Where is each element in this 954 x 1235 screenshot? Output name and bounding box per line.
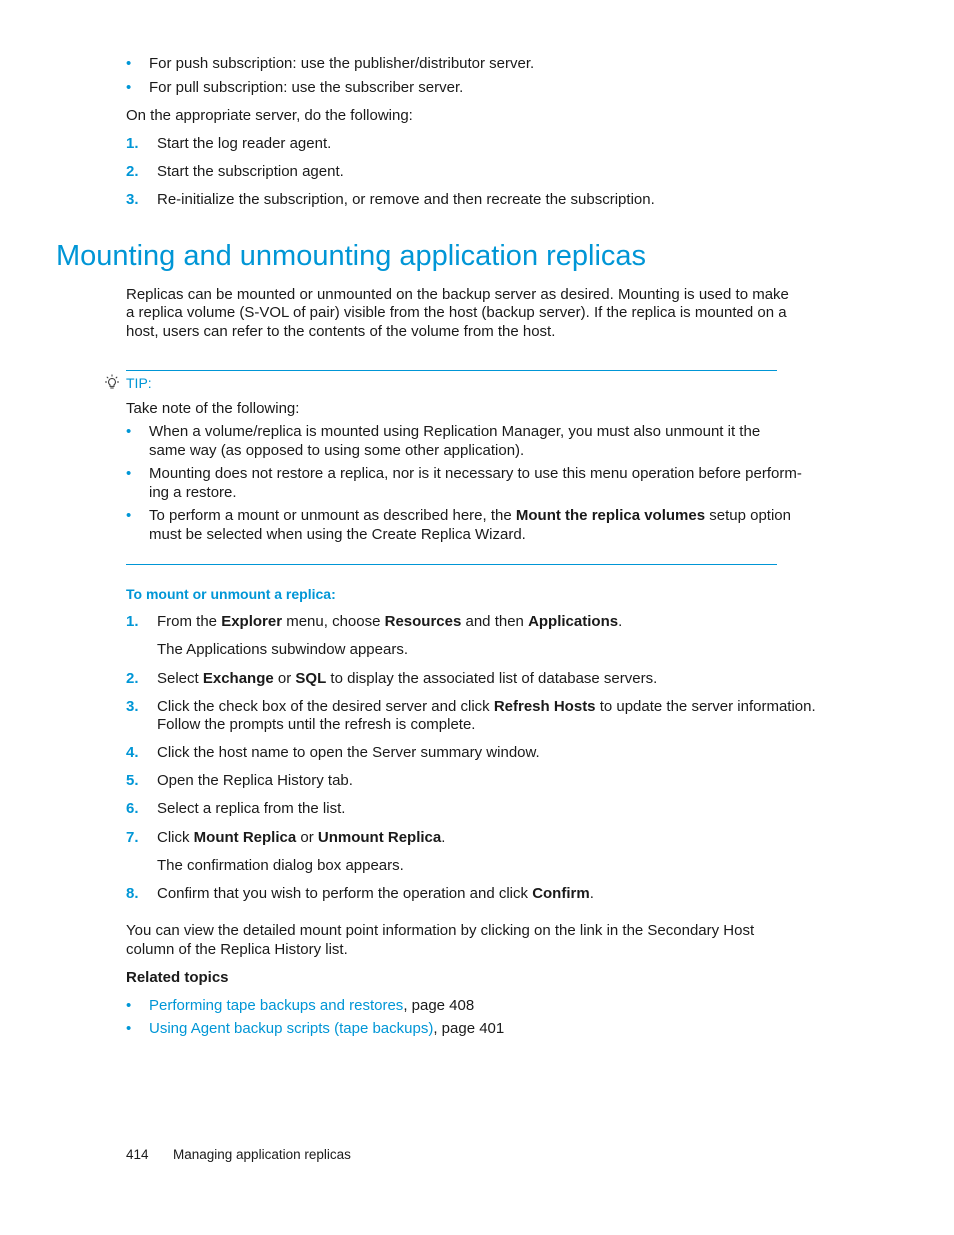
bullet-marker: • bbox=[126, 55, 132, 72]
tip-bullet-line: Mounting does not restore a replica, nor is it necessary to use this menu operation before perform- bbox=[149, 465, 802, 482]
tip-top-rule bbox=[126, 370, 777, 371]
text-run: and then bbox=[461, 613, 529, 630]
step-text: Open the Replica History tab. bbox=[157, 772, 353, 789]
bold-term: Mount the replica volumes bbox=[515, 507, 706, 524]
bold-term: Refresh Hosts bbox=[493, 698, 596, 715]
section-paragraph-line: host, users can refer to the contents of the volume from the host. bbox=[126, 323, 556, 340]
page-reference: , page 408 bbox=[403, 997, 475, 1014]
related-topic-item bbox=[149, 1019, 504, 1038]
bullet-text: For pull subscription: use the subscriber server. bbox=[149, 79, 464, 96]
step-number: 6. bbox=[126, 800, 139, 817]
bullet-marker: • bbox=[126, 465, 132, 482]
procedure-heading: To mount or unmount a replica: bbox=[126, 586, 336, 602]
section-title: Mounting and unmounting application replicas bbox=[56, 240, 647, 272]
text-run: menu, choose bbox=[282, 613, 385, 630]
step-number: 5. bbox=[126, 772, 139, 789]
text-run: Click bbox=[157, 829, 194, 846]
text-run: From the bbox=[157, 613, 222, 630]
text-run: To perform a mount or unmount as described here, the bbox=[149, 507, 516, 524]
step-number: 4. bbox=[126, 744, 139, 761]
bullet-marker: • bbox=[126, 997, 132, 1014]
text-run: . bbox=[589, 885, 594, 902]
step-number: 3. bbox=[126, 191, 139, 208]
step-text: Re-initialize the subscription, or remove and then recreate the subscription. bbox=[157, 191, 655, 208]
step-text bbox=[157, 828, 445, 847]
bold-term: Resources bbox=[384, 613, 462, 630]
tip-intro: Take note of the following: bbox=[126, 400, 300, 417]
step-text bbox=[157, 612, 622, 631]
bullet-text: For push subscription: use the publisher/distributor server. bbox=[149, 55, 535, 72]
text-run: Confirm that you wish to perform the operation and click bbox=[157, 885, 533, 902]
related-topic-link[interactable]: Using Agent backup scripts (tape backups) bbox=[149, 1020, 434, 1037]
bold-term: Confirm bbox=[532, 885, 590, 902]
step-number: 7. bbox=[126, 829, 139, 846]
bullet-marker: • bbox=[126, 79, 132, 96]
closing-paragraph-line: You can view the detailed mount point information by clicking on the link in the Secondary Host bbox=[126, 922, 755, 939]
lightbulb-icon bbox=[103, 374, 121, 392]
text-run: . bbox=[618, 613, 623, 630]
step-number: 1. bbox=[126, 135, 139, 152]
step-number: 2. bbox=[126, 163, 139, 180]
text-run: or bbox=[273, 670, 296, 687]
related-topic-item bbox=[149, 996, 474, 1015]
bold-term: SQL bbox=[295, 670, 327, 687]
step-text: Select a replica from the list. bbox=[157, 800, 346, 817]
text-run: setup option bbox=[705, 507, 791, 524]
step-text: Start the subscription agent. bbox=[157, 163, 344, 180]
step-text bbox=[157, 669, 657, 688]
page-number: 414 bbox=[126, 1147, 149, 1162]
intro-line: On the appropriate server, do the following: bbox=[126, 107, 413, 124]
footer-section-title: Managing application replicas bbox=[173, 1147, 351, 1162]
step-number: 3. bbox=[126, 698, 139, 715]
step-text bbox=[157, 884, 594, 903]
bold-term: Exchange bbox=[202, 670, 274, 687]
step-result: The Applications subwindow appears. bbox=[157, 641, 408, 658]
tip-label: TIP: bbox=[126, 375, 152, 391]
tip-bullet-line: same way (as opposed to using some other application). bbox=[149, 442, 525, 459]
tip-bullet-line: ing a restore. bbox=[149, 484, 237, 501]
tip-bullet-line: must be selected when using the Create Replica Wizard. bbox=[149, 526, 526, 543]
bullet-marker: • bbox=[126, 423, 132, 440]
page-reference: , page 401 bbox=[433, 1020, 505, 1037]
tip-bullet-line bbox=[149, 506, 791, 525]
step-result: The confirmation dialog box appears. bbox=[157, 857, 404, 874]
step-text: Start the log reader agent. bbox=[157, 135, 332, 152]
step-text: Click the host name to open the Server summary window. bbox=[157, 744, 540, 761]
tip-bottom-rule bbox=[126, 564, 777, 565]
bold-term: Explorer bbox=[221, 613, 283, 630]
step-text bbox=[157, 697, 816, 716]
section-paragraph-line: a replica volume (S-VOL of pair) visible from the host (backup server). If the replica is mounted on a bbox=[126, 304, 787, 321]
text-run: or bbox=[296, 829, 318, 846]
text-run: to display the associated list of database servers. bbox=[326, 670, 658, 687]
text-run: to update the server information. bbox=[595, 698, 816, 715]
text-run: . bbox=[441, 829, 446, 846]
text-run: Select bbox=[157, 670, 203, 687]
related-topics-heading: Related topics bbox=[126, 969, 229, 986]
step-number: 2. bbox=[126, 670, 139, 687]
bold-term: Applications bbox=[528, 613, 619, 630]
tip-bullet-line: When a volume/replica is mounted using Replication Manager, you must also unmount it the bbox=[149, 423, 761, 440]
section-paragraph-line: Replicas can be mounted or unmounted on the backup server as desired. Mounting is used to make bbox=[126, 286, 789, 303]
step-number: 1. bbox=[126, 613, 139, 630]
bold-term: Mount Replica bbox=[193, 829, 297, 846]
text-run: Click the check box of the desired server and click bbox=[157, 698, 494, 715]
step-text-line: Follow the prompts until the refresh is complete. bbox=[157, 716, 476, 733]
bullet-marker: • bbox=[126, 507, 132, 524]
step-number: 8. bbox=[126, 885, 139, 902]
bullet-marker: • bbox=[126, 1020, 132, 1037]
related-topic-link[interactable]: Performing tape backups and restores bbox=[149, 997, 404, 1014]
closing-paragraph-line: column of the Replica History list. bbox=[126, 941, 348, 958]
bold-term: Unmount Replica bbox=[317, 829, 442, 846]
